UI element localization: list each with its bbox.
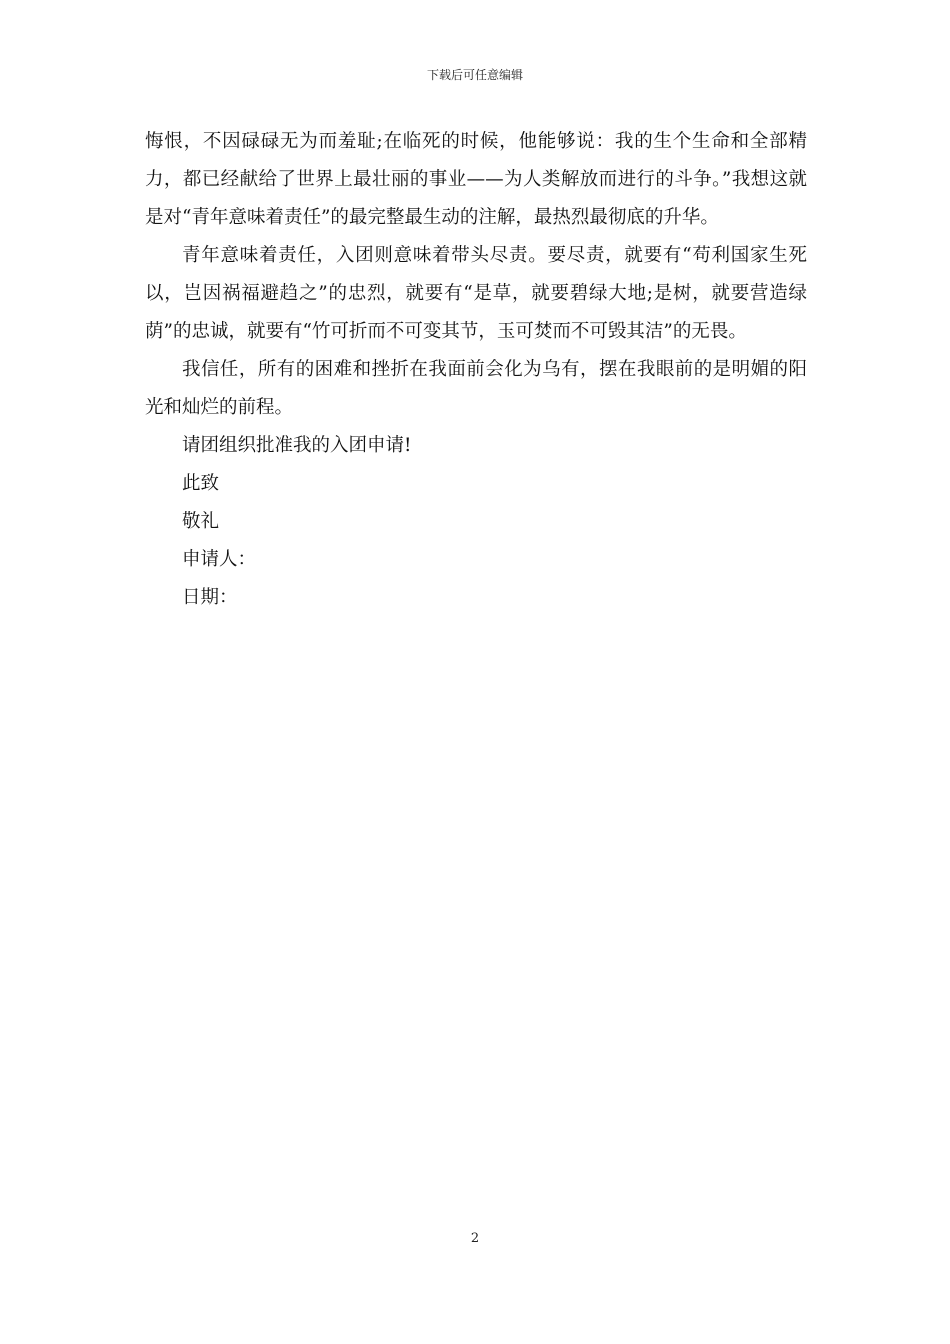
paragraph-continuation: 悔恨，不因碌碌无为而羞耻;在临死的时候，他能够说：我的生个生命和全部精力，都已经献给了世界上最壮丽的事业——为人类解放而进行的斗争。”我想这就是对“青年意味着责任”的最完整最生动的注解，最热烈最彻底的升华。 xyxy=(145,131,807,228)
paragraph-request: 请团组织批准我的入团申请! xyxy=(182,435,412,456)
document-body xyxy=(145,123,807,617)
closing-salutation-1: 此致 xyxy=(182,473,220,494)
closing-salutation-2: 敬礼 xyxy=(182,511,220,532)
page-number: 2 xyxy=(470,1231,480,1246)
page-header: 下载后可任意编辑 xyxy=(426,68,523,82)
paragraph-responsibility: 青年意味着责任，入团则意味着带头尽责。要尽责，就要有“苟利国家生死以，岂因祸福避趋之”的忠烈，就要有“是草，就要碧绿大地;是树，就要营造绿荫”的忠诚，就要有“竹可折而不可变其节，玉可焚而不可毁其洁”的无畏。 xyxy=(145,245,807,342)
applicant-label: 申请人： xyxy=(182,549,257,570)
paragraph-confidence: 我信任，所有的困难和挫折在我面前会化为乌有，摆在我眼前的是明媚的阳光和灿烂的前程。 xyxy=(145,359,807,418)
date-label: 日期： xyxy=(182,587,238,608)
